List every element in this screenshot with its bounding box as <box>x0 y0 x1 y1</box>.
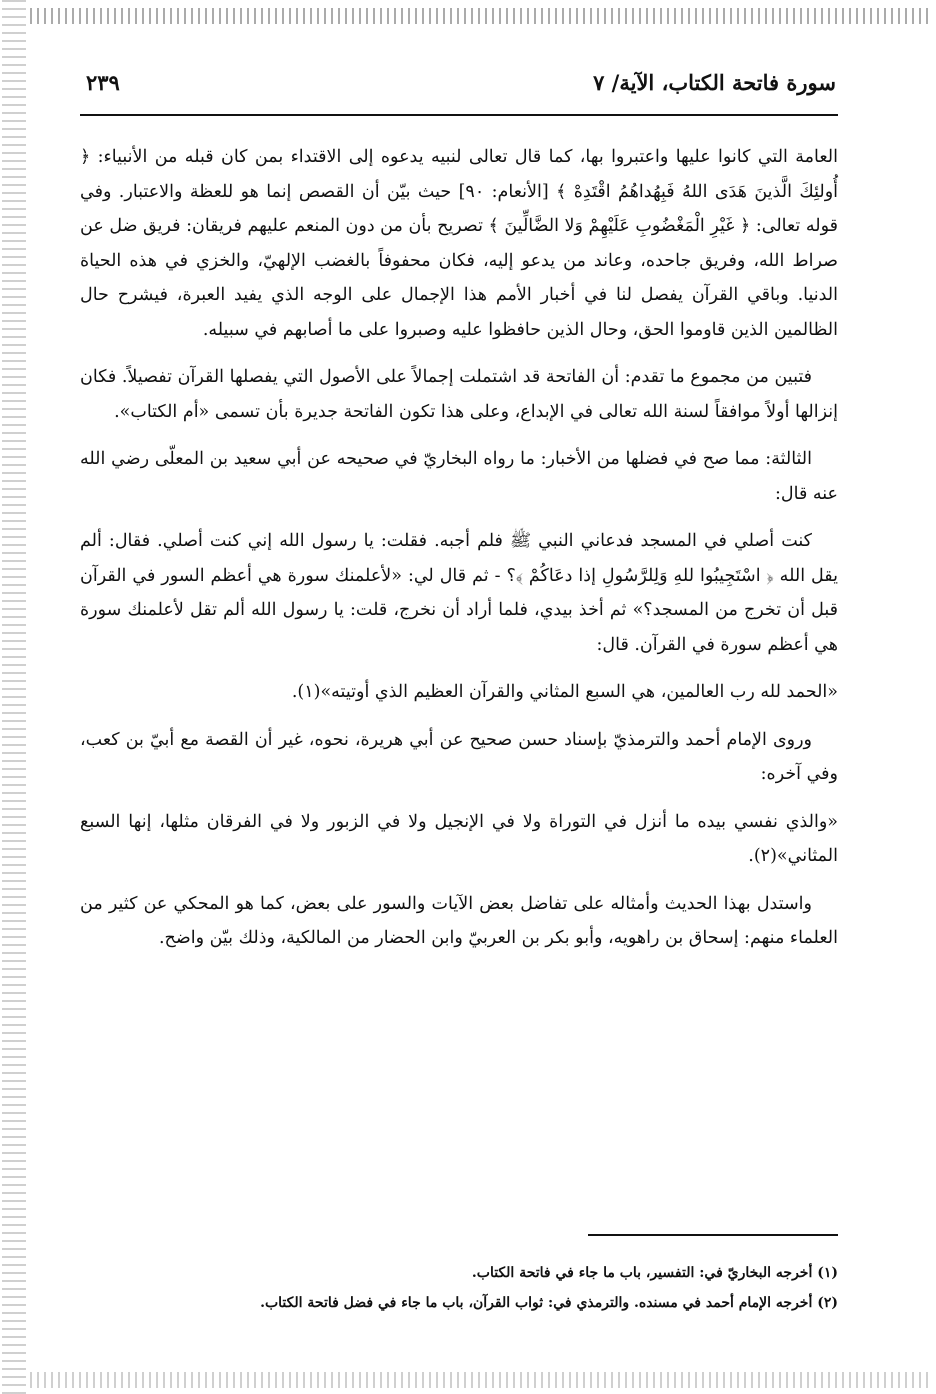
decorative-border-bottom <box>30 1372 930 1388</box>
paragraph: واستدل بهذا الحديث وأمثاله على تفاضل بعض الآيات والسور على بعض، كما هو المحكي عن كثير من العلماء منهم: إسحاق بن راهويه، وأبو بكر بن العربيّ وابن الحضار من المالكية، وذلك بيّن واضح. <box>80 893 838 948</box>
paragraph: العامة التي كانوا عليها واعتبروا بها، كما قال تعالى لنبيه يدعوه إلى الاقتداء بمن كان قبله من الأنبياء: ﴿ أُولئِكَ الَّذينَ هَدَى اللهُ فَبِهُداهُمُ اقْتَدِهْ ﴾ [الأنعام: ٩٠] حيث بيّن أن القصص إنما هو للعظة والاعتبار. وفي قوله تعالى: ﴿ غَيْرِ الْمَغْضُوبِ عَلَيْهِمْ وَلا الضَّالِّينَ ﴾ تصريح بأن من دون المنعم عليهم فريقان: فريق ضل عن صراط الله، وفريق جاحده، وعاند من يدعو إليه، فكان محفوفاً بالغضب الإلهيّ، والخزي في هذه الحياة الدنيا. وباقي القرآن يفصل لنا في أخبار الأمم هذا الإجمال على الوجه الذي يفيد العبرة، فيشرح حال الظالمين الذين قاوموا الحق، وحال الذين حافظوا عليه وصبروا على ما أصابهم في سبيله. <box>80 147 839 340</box>
running-title: سورة فاتحة الكتاب، الآية/ ٧ <box>593 70 836 95</box>
page-number: ٢٣٩ <box>86 70 120 95</box>
header-rule <box>80 114 838 116</box>
main-text <box>80 140 838 969</box>
footnote: (٢) أخرجه الإمام أحمد في مسنده. والترمذي في: ثواب القرآن، باب ما جاء في فضل فاتحة الكتاب. <box>260 1295 838 1311</box>
footnotes <box>80 1258 838 1318</box>
hadith-quote: كنت أصلي في المسجد فدعاني النبي ﷺ فلم أجبه. فقلت: يا رسول الله إني كنت أصلي. فقال: ألم يقل الله ﴿ اسْتَجِيبُوا للهِ وَلِلرَّسُولِ إذا دعَاكُمْ ﴾؟ - ثم قال لي: «لأعلمنك سورة هي أعظم السور في القرآن قبل أن تخرج من المسجد؟» ثم أخذ بيدي، فلما أراد أن نخرج، قلت: يا رسول الله ألم تقل لأعلمنك سورة هي أعظم سورة في القرآن. قال: <box>80 531 838 655</box>
paragraph: الثالثة: مما صح في فضلها من الأخبار: ما رواه البخاريّ في صحيحه عن أبي سعيد بن المعلّى رضي الله عنه قال: <box>80 449 838 504</box>
footnote: (١) أخرجه البخاريّ في: التفسير، باب ما جاء في فاتحة الكتاب. <box>471 1265 838 1281</box>
hadith-quote: «والذي نفسي بيده ما أنزل في التوراة ولا في الإنجيل ولا في الزبور ولا في الفرقان مثلها، إنها السبع المثاني»(٢). <box>80 811 838 866</box>
hadith-quote: «الحمد لله رب العالمين، هي السبع المثاني والقرآن العظيم الذي أوتيته»(١). <box>291 682 838 702</box>
decorative-border-left <box>2 0 26 1394</box>
paragraph: فتبين من مجموع ما تقدم: أن الفاتحة قد اشتملت إجمالاً على الأصول التي يفصلها القرآن تفصيلاً. فكان إنزالها أولاً موافقاً لسنة الله تعالى في الإبداع، وعلى هذا تكون الفاتحة جديرة بأن تسمى «أم الكتاب». <box>80 367 838 422</box>
paragraph: وروى الإمام أحمد والترمذيّ بإسناد حسن صحيح عن أبي هريرة، نحوه، غير أن القصة مع أبيّ بن كعب، وفي آخره: <box>80 729 838 784</box>
footnote-separator <box>588 1234 838 1236</box>
decorative-border-top <box>30 8 930 24</box>
page-header <box>80 66 836 106</box>
